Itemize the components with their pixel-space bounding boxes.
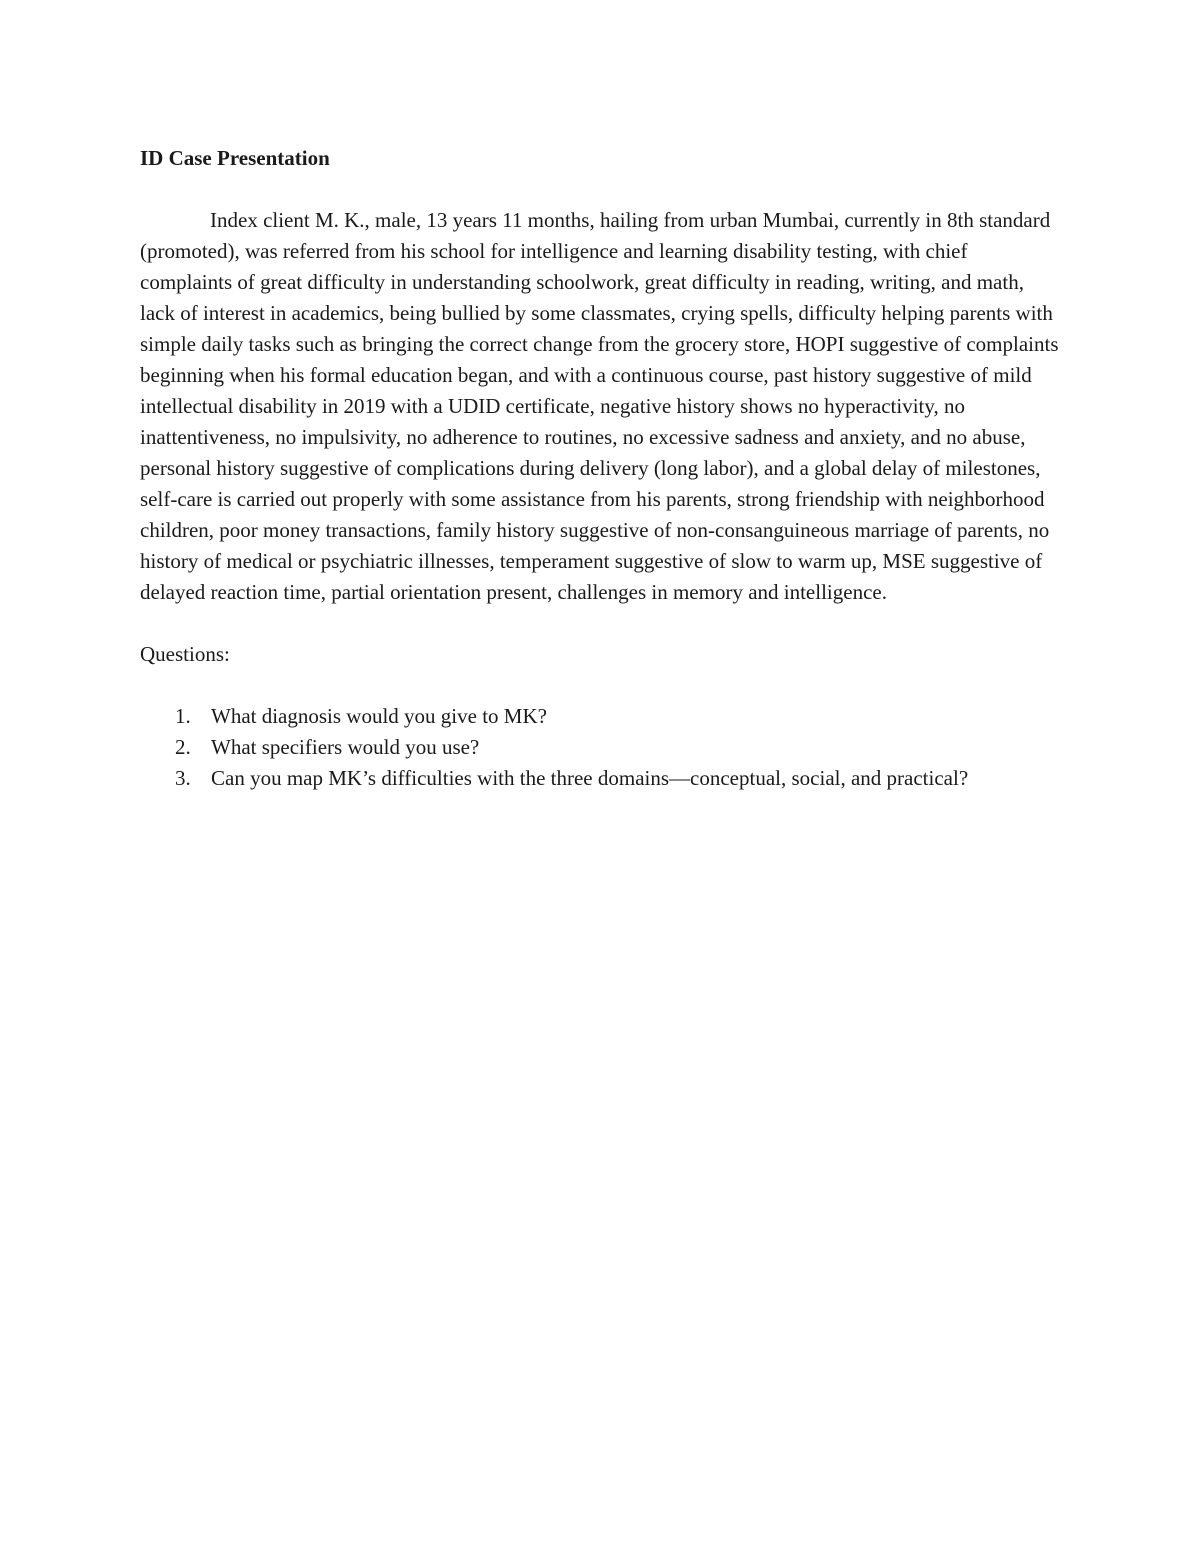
question-item-2 xyxy=(140,732,1060,763)
document-body xyxy=(140,143,1060,794)
question-list xyxy=(140,701,1060,794)
question-text: Can you map MK’s difficulties with the three domains—conceptual, social, and practical? xyxy=(211,766,969,790)
question-text: What diagnosis would you give to MK? xyxy=(211,704,547,728)
question-number: 3. xyxy=(175,766,191,790)
question-number: 1. xyxy=(175,704,191,728)
question-number: 2. xyxy=(175,735,191,759)
document-title: ID Case Presentation xyxy=(140,146,330,170)
question-item-3 xyxy=(140,763,1060,794)
case-paragraph: Index client M. K., male, 13 years 11 months, hailing from urban Mumbai, currently in 8th standard (promoted), was referred from his school for intelligence and learning disability testing, with chief complaints of great difficulty in understanding schoolwork, great difficulty in reading, writing, and math, lack of interest in academics, being bullied by some classmates, crying spells, difficulty helping parents with simple daily tasks such as bringing the correct change from the grocery store, HOPI suggestive of complaints beginning when his formal education began, and with a continuous course, past history suggestive of mild intellectual disability in 2019 with a UDID certificate, negative history shows no hyperactivity, no inattentiveness, no impulsivity, no adherence to routines, no excessive sadness and anxiety, and no abuse, personal history suggestive of complications during delivery (long labor), and a global delay of milestones, self-care is carried out properly with some assistance from his parents, strong friendship with neighborhood children, poor money transactions, family history suggestive of non-consanguineous marriage of parents, no history of medical or psychiatric illnesses, temperament suggestive of slow to warm up, MSE suggestive of delayed reaction time, partial orientation present, challenges in memory and intelligence. xyxy=(140,208,1059,604)
question-item-1 xyxy=(140,701,1060,732)
question-text: What specifiers would you use? xyxy=(211,735,480,759)
questions-label: Questions: xyxy=(140,642,230,666)
